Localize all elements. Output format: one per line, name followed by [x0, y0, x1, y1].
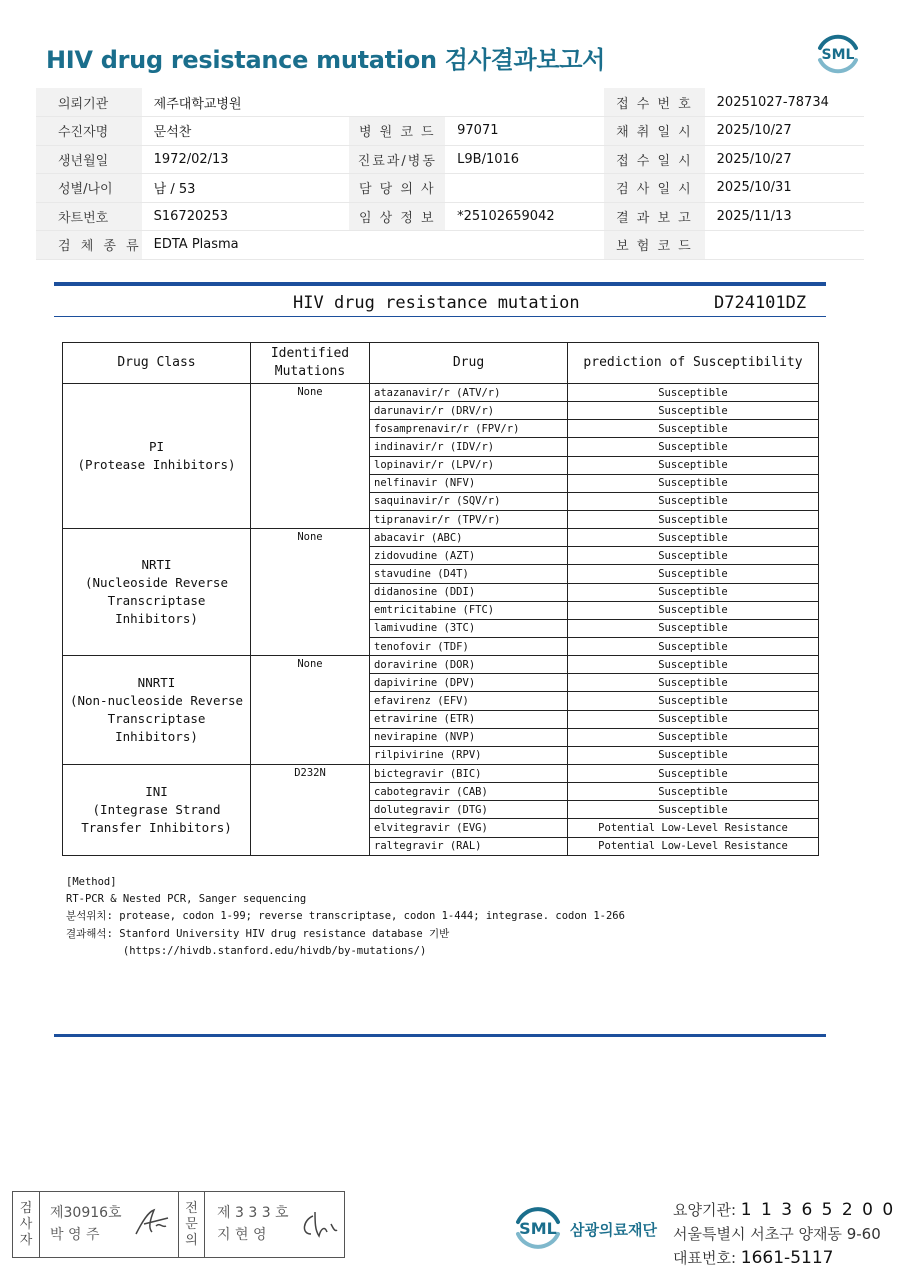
info-row: [36, 174, 864, 203]
info-value: 문석찬: [142, 117, 350, 146]
info-value: [445, 174, 604, 203]
header-drug-class: Drug Class: [63, 343, 251, 384]
method-line: 결과해석: Stanford University HIV drug resistance database 기반: [66, 927, 450, 940]
info-value: 2025/10/27: [705, 117, 864, 146]
susceptibility-cell: Susceptible: [568, 474, 819, 492]
examiner-label: 검 사 자: [13, 1192, 40, 1257]
info-value: EDTA Plasma: [142, 231, 350, 260]
info-label: 진료과/병동: [349, 145, 445, 174]
susceptibility-cell: Susceptible: [568, 728, 819, 746]
drug-cell: abacavir (ABC): [370, 529, 568, 547]
drug-cell: nelfinavir (NFV): [370, 474, 568, 492]
info-label: [349, 231, 445, 260]
footer-logo-text: SML: [519, 1219, 557, 1238]
table-row: [63, 764, 819, 782]
resistance-result-table: [62, 342, 819, 856]
info-label: 검 체 종 류: [36, 231, 142, 260]
identified-mutations-cell: None: [251, 656, 370, 765]
susceptibility-cell: Susceptible: [568, 764, 819, 782]
table-header-row: [63, 343, 819, 384]
susceptibility-cell: Potential Low-Level Resistance: [568, 837, 819, 855]
specialist-id: 제 3 3 3 호: [217, 1205, 289, 1221]
susceptibility-cell: Susceptible: [568, 529, 819, 547]
info-label: 차트번호: [36, 202, 142, 231]
header-drug: Drug: [370, 343, 568, 384]
signature-mark-icon: [132, 1204, 172, 1240]
susceptibility-cell: Susceptible: [568, 583, 819, 601]
drug-class-line: NRTI: [141, 556, 172, 572]
info-label: 접 수 일 시: [604, 145, 705, 174]
examiner-id: 제30916호: [50, 1205, 122, 1221]
info-value: [705, 231, 864, 260]
patient-info-table: [36, 88, 864, 260]
drug-class-cell: [63, 764, 251, 855]
method-line: [Method]: [66, 876, 117, 888]
sml-logo-icon: [812, 28, 864, 80]
table-row: [63, 384, 819, 402]
drug-cell: efavirenz (EFV): [370, 692, 568, 710]
footer-org-name: 삼광의료재단: [570, 1221, 657, 1239]
drug-class-line: (Integrase Strand: [92, 801, 221, 817]
susceptibility-cell: Susceptible: [568, 384, 819, 402]
drug-class-line: Transcriptase Inhibitors): [107, 593, 206, 627]
info-row: [36, 202, 864, 231]
info-value: 97071: [445, 117, 604, 146]
test-code: D724101DZ: [714, 293, 807, 313]
drug-cell: etravirine (ETR): [370, 710, 568, 728]
drug-cell: raltegravir (RAL): [370, 837, 568, 855]
drug-cell: darunavir/r (DRV/r): [370, 402, 568, 420]
drug-cell: rilpivirine (RPV): [370, 746, 568, 764]
susceptibility-cell: Susceptible: [568, 692, 819, 710]
drug-cell: nevirapine (NVP): [370, 728, 568, 746]
info-value: S16720253: [142, 202, 350, 231]
info-label: 채 취 일 시: [604, 117, 705, 146]
info-value: *25102659042: [445, 202, 604, 231]
drug-cell: emtricitabine (FTC): [370, 601, 568, 619]
section-title: HIV drug resistance mutation: [293, 293, 580, 313]
section-rule-top: [54, 282, 826, 286]
drug-cell: saquinavir/r (SQV/r): [370, 492, 568, 510]
footer-info: [673, 1198, 895, 1270]
info-row: [36, 145, 864, 174]
specialist-signature: [205, 1192, 344, 1257]
section-rule-bottom: [54, 1034, 826, 1037]
info-value: 20251027-78734: [705, 88, 864, 117]
drug-cell: doravirine (DOR): [370, 656, 568, 674]
info-row: [36, 117, 864, 146]
info-label: 검 사 일 시: [604, 174, 705, 203]
susceptibility-cell: Susceptible: [568, 456, 819, 474]
drug-cell: lopinavir/r (LPV/r): [370, 456, 568, 474]
info-row: [36, 231, 864, 260]
drug-cell: bictegravir (BIC): [370, 764, 568, 782]
info-value: [445, 88, 604, 117]
identified-mutations-cell: None: [251, 384, 370, 529]
info-value: 2025/10/27: [705, 145, 864, 174]
drug-class-line: (Nucleoside Reverse: [85, 574, 228, 590]
examiner-name: 박 영 주: [50, 1227, 100, 1243]
drug-cell: dapivirine (DPV): [370, 674, 568, 692]
specialist-name: 지 현 영: [217, 1227, 267, 1243]
susceptibility-cell: Susceptible: [568, 674, 819, 692]
info-value: 2025/11/13: [705, 202, 864, 231]
method-line: RT-PCR & Nested PCR, Sanger sequencing: [66, 893, 307, 906]
section-rule-thin: [54, 316, 826, 317]
footer-address: 서울특별시 서초구 양재동 9-60: [673, 1225, 881, 1243]
specialist-label: 전 문 의: [179, 1192, 205, 1257]
info-label: 보 험 코 드: [604, 231, 705, 260]
drug-cell: dolutegravir (DTG): [370, 801, 568, 819]
drug-cell: cabotegravir (CAB): [370, 783, 568, 801]
header-mutations: Identified Mutations: [251, 343, 370, 384]
drug-cell: didanosine (DDI): [370, 583, 568, 601]
susceptibility-cell: Susceptible: [568, 565, 819, 583]
info-value: L9B/1016: [445, 145, 604, 174]
drug-cell: zidovudine (AZT): [370, 547, 568, 565]
info-label: [349, 88, 445, 117]
drug-class-line: Transcriptase Inhibitors): [107, 711, 206, 745]
signature-mark-icon: [297, 1206, 341, 1242]
info-value: [445, 231, 604, 260]
drug-class-line: (Non-nucleoside Reverse: [69, 692, 244, 708]
drug-class-cell: [63, 529, 251, 656]
drug-class-line: INI: [145, 783, 168, 799]
susceptibility-cell: Susceptible: [568, 710, 819, 728]
drug-cell: atazanavir/r (ATV/r): [370, 384, 568, 402]
susceptibility-cell: Susceptible: [568, 801, 819, 819]
info-label: 의뢰기관: [36, 88, 142, 117]
drug-class-cell: [63, 384, 251, 529]
method-line: 분석위치: protease, codon 1-99; reverse transcriptase, codon 1-444; integrase. codon 1-266: [66, 910, 625, 923]
drug-cell: fosamprenavir/r (FPV/r): [370, 420, 568, 438]
drug-class-line: Transfer Inhibitors): [81, 819, 232, 835]
susceptibility-cell: Susceptible: [568, 601, 819, 619]
logo-text: SML: [821, 47, 855, 63]
susceptibility-cell: Susceptible: [568, 492, 819, 510]
info-value: 제주대학교병원: [142, 88, 350, 117]
drug-cell: lamivudine (3TC): [370, 619, 568, 637]
susceptibility-cell: Susceptible: [568, 619, 819, 637]
identified-mutations-cell: D232N: [251, 764, 370, 855]
info-value: 남 / 53: [142, 174, 350, 203]
drug-cell: indinavir/r (IDV/r): [370, 438, 568, 456]
info-value: 1972/02/13: [142, 145, 350, 174]
footer-institution-code: 요양기관: 1 1 3 6 5 2 0 0: [673, 1200, 896, 1220]
susceptibility-cell: Susceptible: [568, 438, 819, 456]
susceptibility-cell: Susceptible: [568, 746, 819, 764]
susceptibility-cell: Susceptible: [568, 656, 819, 674]
drug-class-cell: [63, 656, 251, 765]
drug-class-line: NNRTI: [137, 674, 176, 690]
drug-class-line: PI: [148, 438, 165, 454]
identified-mutations-cell: None: [251, 529, 370, 656]
info-label: 생년월일: [36, 145, 142, 174]
susceptibility-cell: Susceptible: [568, 547, 819, 565]
footer-phone: 대표번호: 1661-5117: [673, 1248, 834, 1268]
susceptibility-cell: Susceptible: [568, 402, 819, 420]
report-title: HIV drug resistance mutation 검사결과보고서: [46, 46, 605, 74]
header-prediction: prediction of Susceptibility: [568, 343, 819, 384]
susceptibility-cell: Susceptible: [568, 510, 819, 528]
info-label: 병 원 코 드: [349, 117, 445, 146]
susceptibility-cell: Potential Low-Level Resistance: [568, 819, 819, 837]
info-label: 접 수 번 호: [604, 88, 705, 117]
drug-cell: elvitegravir (EVG): [370, 819, 568, 837]
susceptibility-cell: Susceptible: [568, 637, 819, 655]
method-line: (https://hivdb.stanford.edu/hivdb/by-mutations/): [66, 944, 427, 957]
method-section: [66, 874, 625, 960]
drug-cell: tipranavir/r (TPV/r): [370, 510, 568, 528]
table-row: [63, 529, 819, 547]
examiner-signature: [40, 1192, 179, 1257]
sml-footer-logo-icon: [510, 1200, 566, 1256]
info-label: 담 당 의 사: [349, 174, 445, 203]
drug-cell: stavudine (D4T): [370, 565, 568, 583]
drug-cell: tenofovir (TDF): [370, 637, 568, 655]
info-row: [36, 88, 864, 117]
signature-box: [12, 1191, 345, 1258]
susceptibility-cell: Susceptible: [568, 420, 819, 438]
drug-class-line: (Protease Inhibitors): [77, 457, 236, 473]
info-label: 임 상 정 보: [349, 202, 445, 231]
info-value: 2025/10/31: [705, 174, 864, 203]
info-label: 결 과 보 고: [604, 202, 705, 231]
susceptibility-cell: Susceptible: [568, 783, 819, 801]
table-row: [63, 656, 819, 674]
info-label: 수진자명: [36, 117, 142, 146]
info-label: 성별/나이: [36, 174, 142, 203]
